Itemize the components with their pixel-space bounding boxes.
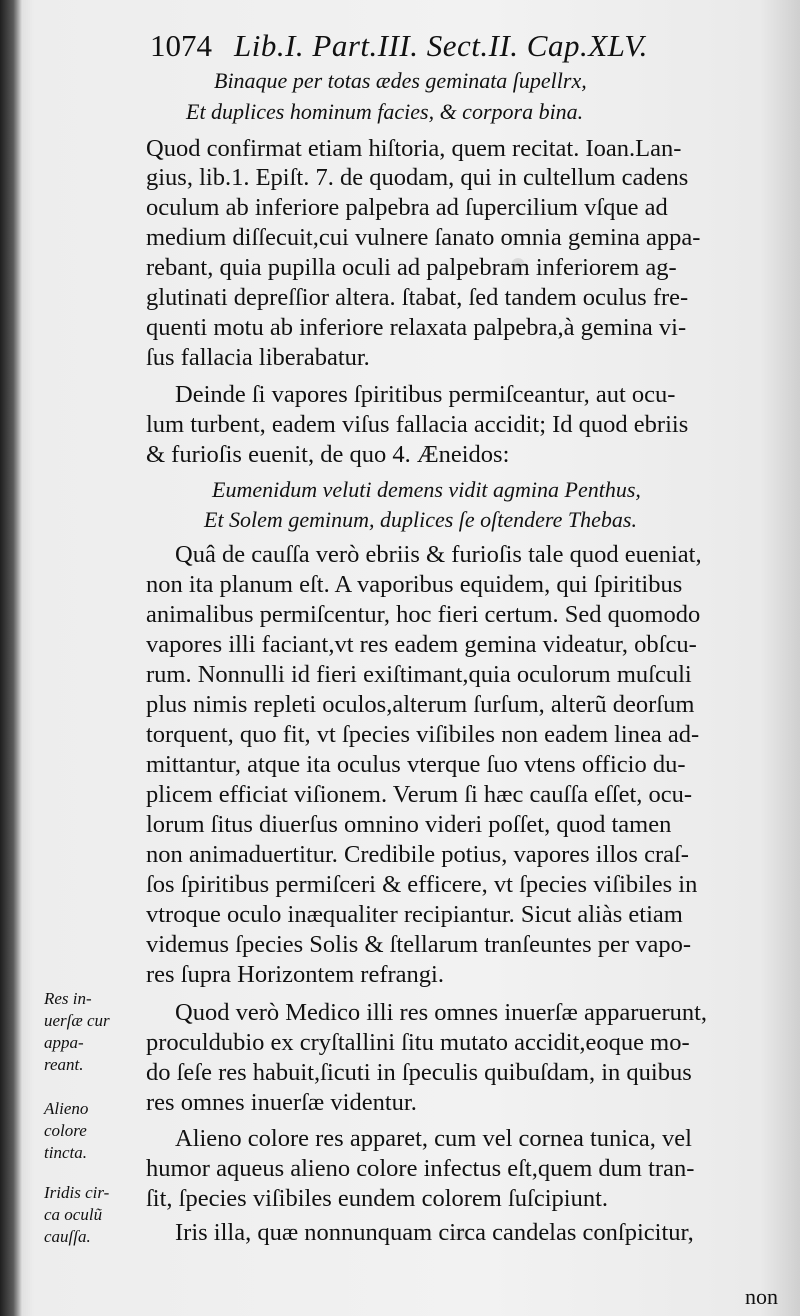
ink-blot	[512, 258, 524, 268]
text-line: plus nimis repleti oculos,alterum ſurſum, alterũ deorſum	[146, 691, 695, 718]
text-line: animalibus permiſcentur, hoc fieri certum. Sed quomodo	[146, 601, 701, 628]
catchword: non	[745, 1284, 778, 1309]
text-line: ſus fallacia liberabatur.	[146, 344, 370, 371]
text-line: Alieno colore res apparet, cum vel cornea tunica, vel	[175, 1125, 692, 1152]
margin-note-line: tincta.	[44, 1143, 87, 1162]
text-line: humor aqueus alieno colore infectus eſt,quem dum tran-	[146, 1155, 695, 1182]
text-line: non ita planum eſt. A vaporibus equidem, qui ſpiritibus	[146, 571, 683, 598]
margin-note-line: uerſæ cur	[44, 1011, 110, 1030]
text-line: ſit, ſpecies viſibiles eundem colorem ſuſcipiunt.	[146, 1185, 608, 1212]
text-line: ſos ſpiritibus permiſceri & efficere, vt ſpecies viſibiles in	[146, 871, 698, 898]
margin-note-line: ca oculũ	[44, 1205, 103, 1224]
book-spine-shadow	[0, 0, 22, 1316]
margin-note-line: appa-	[44, 1033, 84, 1052]
text-line: & furioſis euenit, de quo 4. Æneidos:	[146, 441, 510, 468]
text-line: Quâ de cauſſa verò ebriis & furioſis tale quod eueniat,	[175, 541, 702, 568]
text-line: vtroque oculo inæqualiter recipiantur. Sicut aliàs etiam	[146, 901, 683, 928]
text-line: lorum ſitus diuerſus omnino videri poſſet, quod tamen	[146, 811, 672, 838]
verse-line: Et Solem geminum, duplices ſe oſtendere Thebas.	[204, 507, 637, 532]
margin-note-line: colore	[44, 1121, 87, 1140]
text-line: Deinde ſi vapores ſpiritibus permiſceantur, aut ocu-	[175, 381, 676, 408]
text-line: Iris illa, quæ nonnunquam circa candelas conſpicitur,	[175, 1219, 694, 1246]
text-line: non animaduertitur. Credibile potius, vapores illos craſ-	[146, 841, 689, 868]
text-line: quenti motu ab inferiore relaxata palpebra,à gemina vi-	[146, 314, 687, 341]
margin-note-line: cauſſa.	[44, 1227, 91, 1246]
text-line: rum. Nonnulli id fieri exiſtimant,quia oculorum muſculi	[146, 661, 692, 688]
verse-line: Et duplices hominum facies, & corpora bina.	[186, 99, 584, 124]
text-line: mittantur, atque ita oculus vterque ſuo vtens officio du-	[146, 751, 686, 778]
page-number: 1074	[150, 28, 212, 63]
text-line: gius, lib.1. Epiſt. 7. de quodam, qui in cultellum cadens	[146, 164, 689, 191]
margin-note-line: Iridis cir-	[44, 1183, 110, 1202]
text-line: proculdubio ex cryſtallini ſitu mutato accidit,eoque mo-	[146, 1029, 690, 1056]
text-line: oculum ab inferiore palpebra ad ſupercilium vſque ad	[146, 194, 668, 221]
margin-note-line: Alieno	[44, 1099, 89, 1118]
verse-line: Eumenidum veluti demens vidit agmina Penthus,	[212, 477, 641, 502]
text-line: res omnes inuerſæ videntur.	[146, 1089, 417, 1116]
ink-blot	[454, 1228, 468, 1240]
text-line: glutinati depreſſior altera. ſtabat, ſed tandem oculus fre-	[146, 284, 689, 311]
margin-note-line: reant.	[44, 1055, 84, 1074]
text-line: torquent, quo fit, vt ſpecies viſibiles non eadem linea ad-	[146, 721, 700, 748]
text-line: vapores illi faciant,vt res eadem gemina videatur, obſcu-	[146, 631, 697, 658]
text-line: lum turbent, eadem viſus fallacia accidit; Id quod ebriis	[146, 411, 689, 438]
running-title: Lib.I. Part.III. Sect.II. Cap.XLV.	[234, 28, 648, 63]
text-line: rebant, quia pupilla oculi ad palpebram inferiorem ag-	[146, 254, 677, 281]
verse-line: Binaque per totas ædes geminata ſupellrx,	[214, 68, 587, 93]
text-line: medium diſſecuit,cui vulnere ſanato omnia gemina appa-	[146, 224, 701, 251]
text-line: res ſupra Horizontem refrangi.	[146, 961, 444, 988]
text-line: do ſeſe res habuit,ſicuti in ſpeculis quibuſdam, in quibus	[146, 1059, 692, 1086]
running-head	[150, 26, 750, 66]
text-line: plicem efficiat viſionem. Verum ſi hæc cauſſa eſſet, ocu-	[146, 781, 693, 808]
margin-note-line: Res in-	[44, 989, 92, 1008]
text-line: Quod confirmat etiam hiſtoria, quem recitat. Ioan.Lan-	[146, 135, 682, 162]
text-line: Quod verò Medico illi res omnes inuerſæ apparuerunt,	[175, 999, 708, 1026]
text-line: videmus ſpecies Solis & ſtellarum tranſeuntes per vapo-	[146, 931, 691, 958]
